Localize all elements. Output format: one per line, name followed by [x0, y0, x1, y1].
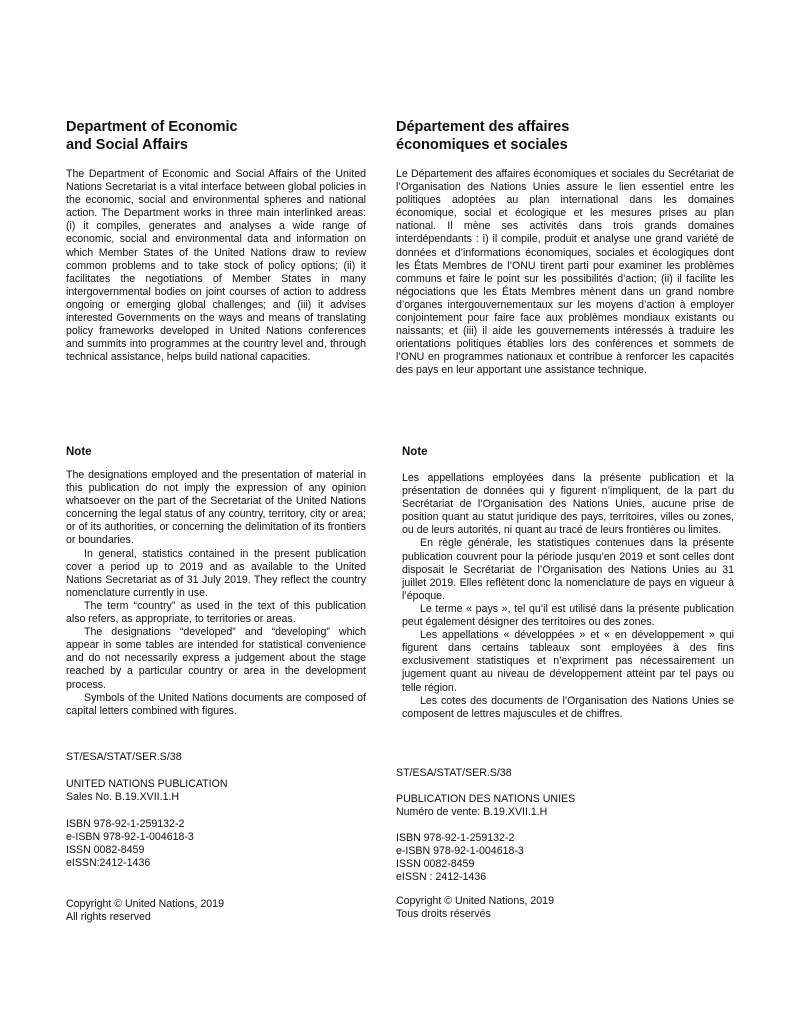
sales-number: Sales No. B.19.XVII.1.H	[66, 791, 180, 804]
note-body-fr	[402, 472, 734, 721]
note-paragraph: En règle générale, les statistiques contenues dans la présente publication couvrent pour la période jusqu’en 2019 et sont celles dont disposait le Secrétariat de l’Organisation des Nations Unies au 31 juillet 2019. Elles reflètent donc la nomenclature de pays en vigueur à l’époque.	[402, 537, 734, 602]
document-symbol-en	[66, 751, 182, 764]
eisbn: e-ISBN 978-92-1-004618-3	[66, 831, 194, 844]
note-paragraph: The designations employed and the presentation of material in this publication do not imply the expression of any opinion whatsoever on the part of the Secretariat of the United Nations concerning the legal status of any country, territory, city or area; or of its authorities, or concerning the delimitation of its frontiers or boundaries.	[66, 469, 366, 547]
publication-info-fr	[396, 793, 575, 819]
title-line-1: Department of Economic	[66, 119, 238, 135]
rights: All rights reserved	[66, 911, 151, 924]
isbn-block-fr	[396, 832, 524, 884]
note-heading-fr: Note	[402, 446, 428, 458]
copyright-block-fr	[396, 895, 554, 921]
page-title-en	[66, 118, 366, 154]
symbol: ST/ESA/STAT/SER.S/38	[66, 751, 182, 763]
eissn: eISSN : 2412-1436	[396, 871, 487, 884]
note-body-en	[66, 469, 366, 718]
note-paragraph: In general, statistics contained in the present publication cover a period up to 2019 and as available to the United Nations Secretariat as of 31 July 2019. They reflect the country nomenclature currently in use.	[66, 547, 366, 599]
page-title-fr	[396, 118, 734, 154]
note-paragraph: Symbols of the United Nations documents are composed of capital letters combined with figures.	[66, 691, 366, 717]
note-paragraph: Le terme « pays », tel qu’il est utilisé dans la présente publication peut également désigner des territoires ou des zones.	[402, 602, 734, 629]
title-line-2: économiques et sociales	[396, 137, 568, 153]
copyright: Copyright © United Nations, 2019	[396, 895, 554, 907]
title-line-1: Département des affaires	[396, 119, 570, 135]
note-paragraph: The designations “developed” and “developing” which appear in some tables are intended for statistical convenience and do not necessarily express a judgement about the stage reached by a particular country or area in the development process.	[66, 626, 366, 691]
note-heading-en: Note	[66, 446, 92, 458]
department-description-fr: Le Département des affaires économiques et sociales du Secrétariat de l’Organisation des Nations Unies assure le lien essentiel entre les politiques adoptées au plan international dans les domaines économique, social et écologique et les mesures prises au plan national. Il mène ses activités dans trois grands domaines interdépendants : i) il compile, produit et analyse une grand variété de données et d’informations économiques, sociales et écologiques dont les États Membres de l’ONU tirent parti pour examiner les problèmes communs et faire le point sur les possibilités d’action; (ii) il facilite les négociations que les États Membres mènent dans un grand nombre d’organes intergouvernementaux sur les moyens d’action à employer conjointement pour faire face aux problèmes mondiaux existants ou naissants; et (iii) il aide les gouvernements intéressés à traduire les orientations politiques établies lors des conférences et sommets de l’ONU en programmes nationaux et contribue à renforcer les capacités des pays en leur apportant une assistance technique.	[396, 168, 734, 377]
copyright-block-en	[66, 898, 224, 924]
sales-number: Numéro de vente: B.19.XVII.1.H	[396, 806, 548, 819]
department-description-en: The Department of Economic and Social Affairs of the United Nations Secretariat is a vital interface between global policies in the economic, social and environmental spheres and national action. The Department works in three main interlinked areas: (i) it compiles, generates and analyses a wide range of economic, social and environmental data and information on which Member States of the United Nations draw to review common problems and to take stock of policy options; (ii) it facilitates the negotiations of Member States in many intergovernmental bodies on joint courses of action to address ongoing or emerging global challenges; and (iii) it advises interested Governments on the ways and means of translating policy frameworks developed in United Nations conferences and summits into programmes at the country level and, through technical assistance, helps build national capacities.	[66, 168, 366, 364]
publication-label: UNITED NATIONS PUBLICATION	[66, 778, 228, 790]
issn: ISSN 0082-8459	[396, 858, 475, 871]
note-paragraph: The term “country” as used in the text of this publication also refers, as appropriate, to territories or areas.	[66, 599, 366, 626]
symbol: ST/ESA/STAT/SER.S/38	[396, 767, 512, 779]
publication-info-en	[66, 778, 227, 804]
note-paragraph: Les cotes des documents de l’Organisation des Nations Unies se composent de lettres majuscules et de chiffres.	[402, 694, 734, 720]
eissn: eISSN:2412-1436	[66, 857, 151, 870]
isbn: ISBN 978-92-1-259132-2	[396, 832, 515, 844]
document-symbol-fr	[396, 767, 512, 780]
isbn: ISBN 978-92-1-259132-2	[66, 818, 185, 830]
note-paragraph: Les appellations « développées » et « en développement » qui figurent dans certains tableaux sont employées à des fins exclusivement statistiques et n’expriment pas nécessairement un jugement quant au niveau de développement atteint par tel pays ou telle région.	[402, 629, 734, 694]
note-paragraph: Les appellations employées dans la présente publication et la présentation de données qui y figurent n’impliquent, de la part du Secrétariat de l’Organisation des Nations Unies, aucune prise de position quant au statut juridique des pays, territoires, villes ou zones, ou de leurs autorités, ni quant au tracé de leurs frontières ou limites.	[402, 472, 734, 537]
publication-label: PUBLICATION DES NATIONS UNIES	[396, 793, 576, 805]
issn: ISSN 0082-8459	[66, 844, 145, 857]
eisbn: e-ISBN 978-92-1-004618-3	[396, 845, 524, 858]
copyright: Copyright © United Nations, 2019	[66, 898, 224, 910]
isbn-block-en	[66, 818, 194, 870]
title-line-2: and Social Affairs	[66, 137, 188, 153]
rights: Tous droits réservés	[396, 908, 491, 921]
